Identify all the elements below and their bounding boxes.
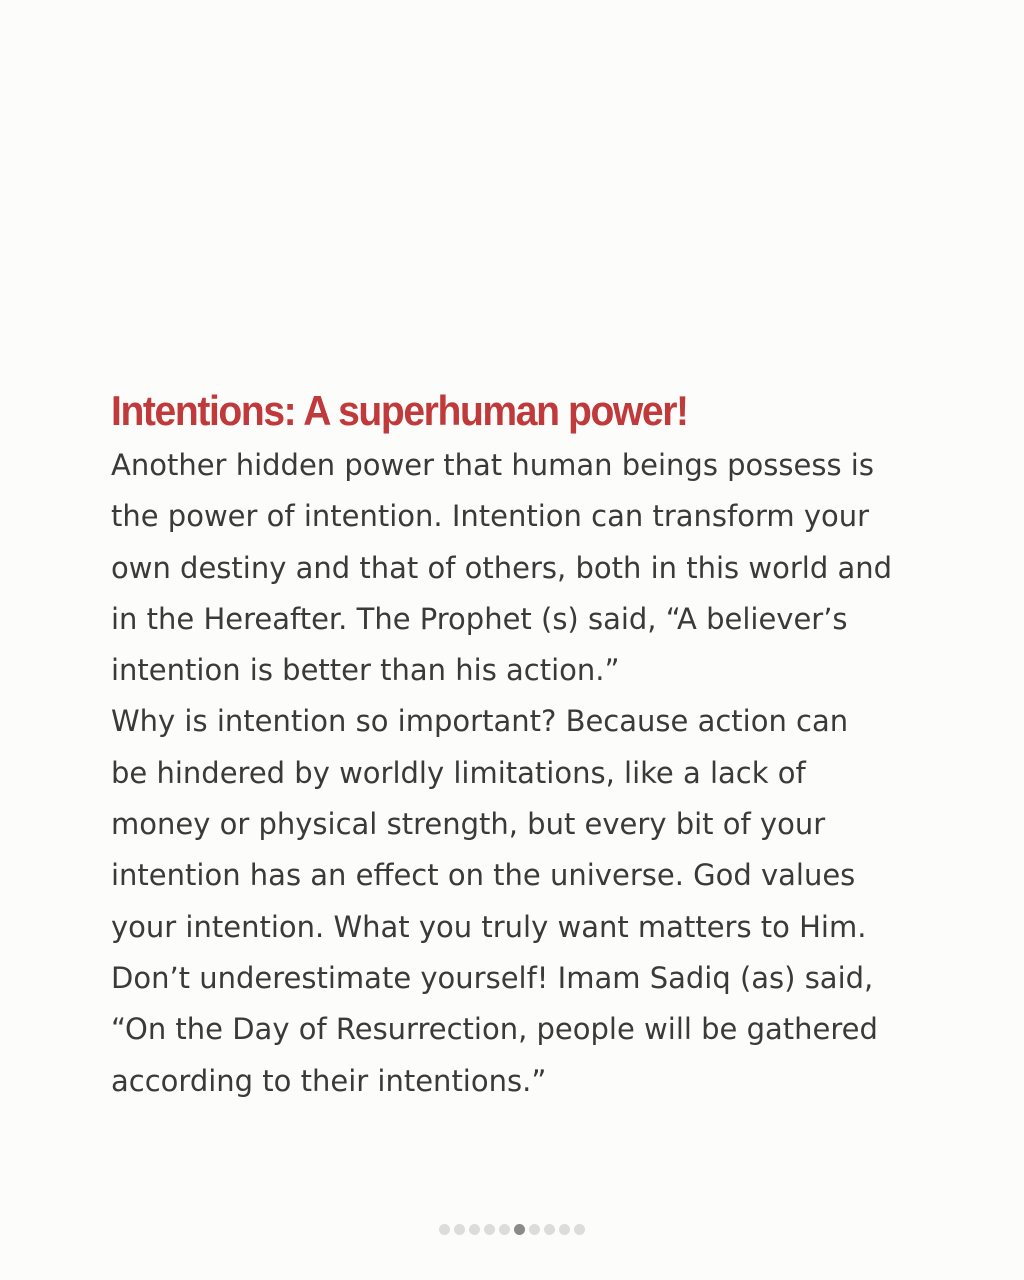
pagination-dot[interactable]	[499, 1224, 510, 1235]
body-line: own destiny and that of others, both in this world and	[111, 550, 893, 585]
pagination-dot-active[interactable]	[514, 1224, 525, 1235]
body-line: Another hidden power that human beings possess is	[111, 448, 874, 482]
body-line: be hindered by worldly limitations, like a lack of	[111, 755, 806, 790]
body-line: the power of intention. Intention can transform your	[111, 499, 870, 534]
body-line: Don’t underestimate yourself! Imam Sadiq (as) said,	[111, 960, 874, 995]
body-line: “On the Day of Resurrection, people will be gathered	[111, 1012, 878, 1047]
pagination-dot[interactable]	[529, 1224, 540, 1235]
article-title: Intentions: A superhuman power!	[111, 387, 688, 434]
pagination-dot[interactable]	[469, 1224, 480, 1235]
pagination-dot[interactable]	[439, 1224, 450, 1235]
body-line: your intention. What you truly want matters to Him.	[111, 909, 867, 944]
article-body	[111, 440, 941, 1107]
article	[111, 386, 941, 1107]
body-line: intention is better than his action.”	[111, 653, 620, 688]
body-line: Why is intention so important? Because action can	[111, 704, 849, 739]
pagination-dot[interactable]	[454, 1224, 465, 1235]
body-line: in the Hereafter. The Prophet (s) said, “A believer’s	[111, 601, 848, 636]
pagination-dot[interactable]	[559, 1224, 570, 1235]
pagination-dot[interactable]	[544, 1224, 555, 1235]
pagination-dots	[0, 1224, 1024, 1235]
body-line: intention has an effect on the universe. God values	[111, 858, 856, 893]
pagination-dot[interactable]	[574, 1224, 585, 1235]
pagination-dot[interactable]	[484, 1224, 495, 1235]
body-line: money or physical strength, but every bit of your	[111, 807, 826, 842]
body-line: according to their intentions.”	[111, 1063, 547, 1098]
